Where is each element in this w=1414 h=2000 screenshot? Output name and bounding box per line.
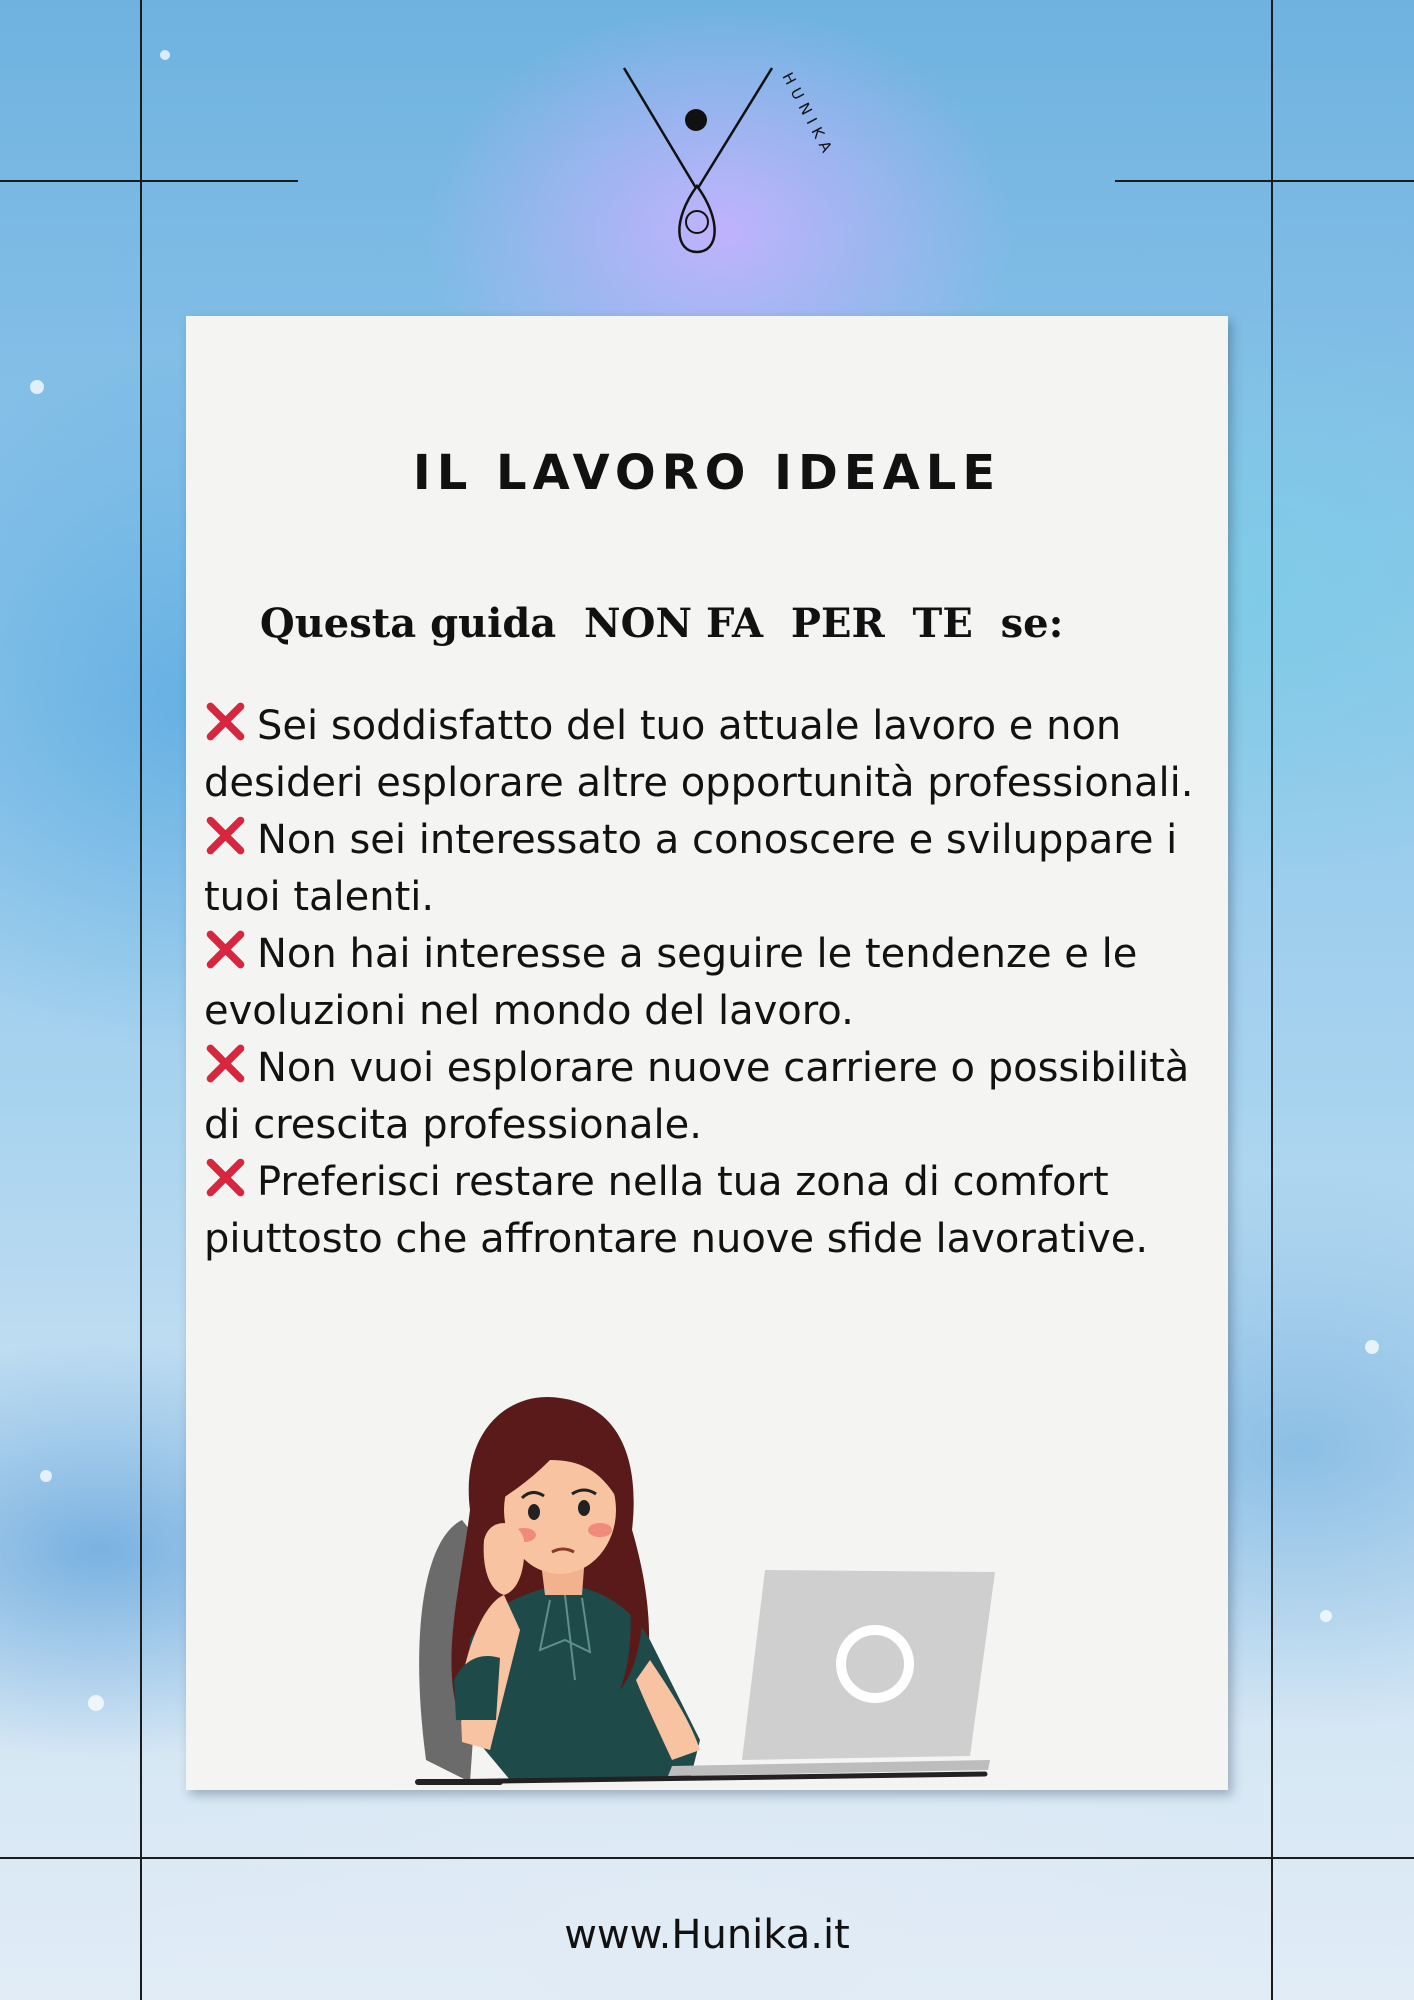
guide-line-top-left: [0, 180, 298, 182]
list-item-text: Non vuoi esplorare nuove carriere o possibilità di crescita professionale.: [204, 1045, 1190, 1148]
sparkle-dot: [30, 380, 44, 394]
guide-line-right: [1271, 0, 1273, 2000]
list-item-text: Preferisci restare nella tua zona di comfort piuttosto che affrontare nuove sfide lavorative.: [204, 1159, 1149, 1262]
sparkle-dot: [160, 50, 170, 60]
list-item: [204, 812, 1214, 926]
logo-letters: HUNIKA: [778, 69, 839, 161]
sparkle-dot: [88, 1695, 104, 1711]
website-url[interactable]: www.Hunika.it: [564, 1912, 850, 1958]
list-item-text: Non hai interesse a seguire le tendenze e le evoluzioni nel mondo del lavoro.: [204, 931, 1138, 1034]
subtitle: Questa guida NON FA PER TE se:: [232, 600, 1064, 647]
list-item-text: Non sei interessato a conoscere e sviluppare i tuoi talenti.: [204, 817, 1178, 920]
hunika-logo: [612, 60, 839, 260]
sparkle-dot: [1365, 1340, 1379, 1354]
sparkle-dot: [40, 1470, 52, 1482]
condition-list: [204, 698, 1214, 1268]
cross-mark-icon: [204, 814, 247, 857]
bored-woman-illustration: [400, 1390, 1020, 1790]
guide-line-top-right: [1115, 180, 1414, 182]
cross-mark-icon: [204, 700, 247, 743]
sparkle-dot: [1320, 1610, 1332, 1622]
list-item-text: Sei soddisfatto del tuo attuale lavoro e non desideri esplorare altre opportunità professionali.: [204, 703, 1194, 806]
list-item: [204, 698, 1214, 812]
cross-mark-icon: [204, 1042, 247, 1085]
list-item: [204, 1154, 1214, 1268]
cross-mark-icon: [204, 1156, 247, 1199]
guide-line-left: [140, 0, 142, 2000]
list-item: [204, 926, 1214, 1040]
guide-line-bottom: [0, 1857, 1414, 1859]
cross-mark-icon: [204, 928, 247, 971]
list-item: [204, 1040, 1214, 1154]
page-title: IL LAVORO IDEALE: [412, 445, 1002, 501]
